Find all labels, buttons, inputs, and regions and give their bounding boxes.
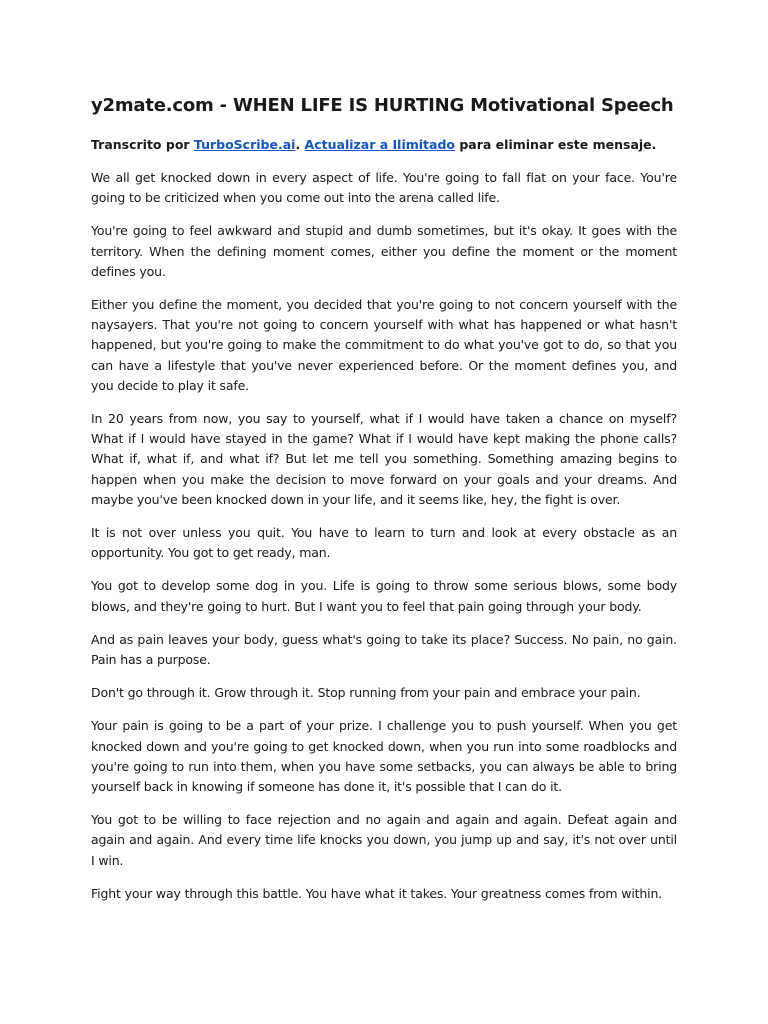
paragraph: You got to develop some dog in you. Life is going to throw some serious blows, some body blows, and they're going to hurt. But I want you to feel that pain going through your body. <box>91 578 677 614</box>
byline-suffix: para eliminar este mensaje. <box>455 137 657 152</box>
byline-prefix: Transcrito por <box>91 137 194 152</box>
upgrade-unlimited-link[interactable]: Actualizar a Ilimitado <box>304 137 455 152</box>
paragraph: In 20 years from now, you say to yourself, what if I would have taken a chance on myself? What if I would have stayed in the game? What if I would have kept making the phone calls? What if, what if, and what if? But let me tell you something. Something amazing begins to happen when you make the decision to move forward on your goals and your dreams. And maybe you've been knocked down in your life, and it seems like, hey, the fight is over. <box>91 411 677 507</box>
turboscribe-link[interactable]: TurboScribe.ai <box>193 137 296 152</box>
paragraph: You're going to feel awkward and stupid and dumb sometimes, but it's okay. It goes with the territory. When the defining moment comes, either you define the moment or the moment defines you. <box>91 223 677 279</box>
paragraph: It is not over unless you quit. You have to learn to turn and look at every obstacle as an opportunity. You got to get ready, man. <box>91 525 677 561</box>
paragraph: Fight your way through this battle. You have what it takes. Your greatness comes from within. <box>91 885 663 901</box>
paragraph: We all get knocked down in every aspect of life. You're going to fall flat on your face. You're going to be criticized when you come out into the arena called life. <box>91 170 677 206</box>
byline-separator: . <box>295 137 305 152</box>
paragraph: And as pain leaves your body, guess what's going to take its place? Success. No pain, no gain. Pain has a purpose. <box>91 631 677 668</box>
transcription-notice <box>91 135 677 155</box>
paragraph: Either you define the moment, you decided that you're going to not concern yourself with the naysayers. That you're not going to concern yourself with what has happened or what hasn't happened, but you're going to make the commitment to do what you've got to do, so that you can have a lifestyle that you've never experienced before. Or the moment defines you, and you decide to play it safe. <box>91 297 677 393</box>
paragraph: Don't go through it. Grow through it. Stop running from your pain and embrace your pain. <box>91 685 641 701</box>
paragraph: You got to be willing to face rejection and no again and again and again. Defeat again and again and again. And every time life knocks you down, you jump up and say, it's not over until I win. <box>91 812 677 868</box>
paragraph: Your pain is going to be a part of your prize. I challenge you to push yourself. When you get knocked down and you're going to get knocked down, when you run into some roadblocks and you're going to run into them, when you have some setbacks, you can always be able to bring yourself back in knowing if someone has done it, it's possible that I can do it. <box>91 718 677 795</box>
document-page <box>91 92 677 917</box>
document-title: y2mate.com - WHEN LIFE IS HURTING Motivational Speech <box>91 95 674 116</box>
